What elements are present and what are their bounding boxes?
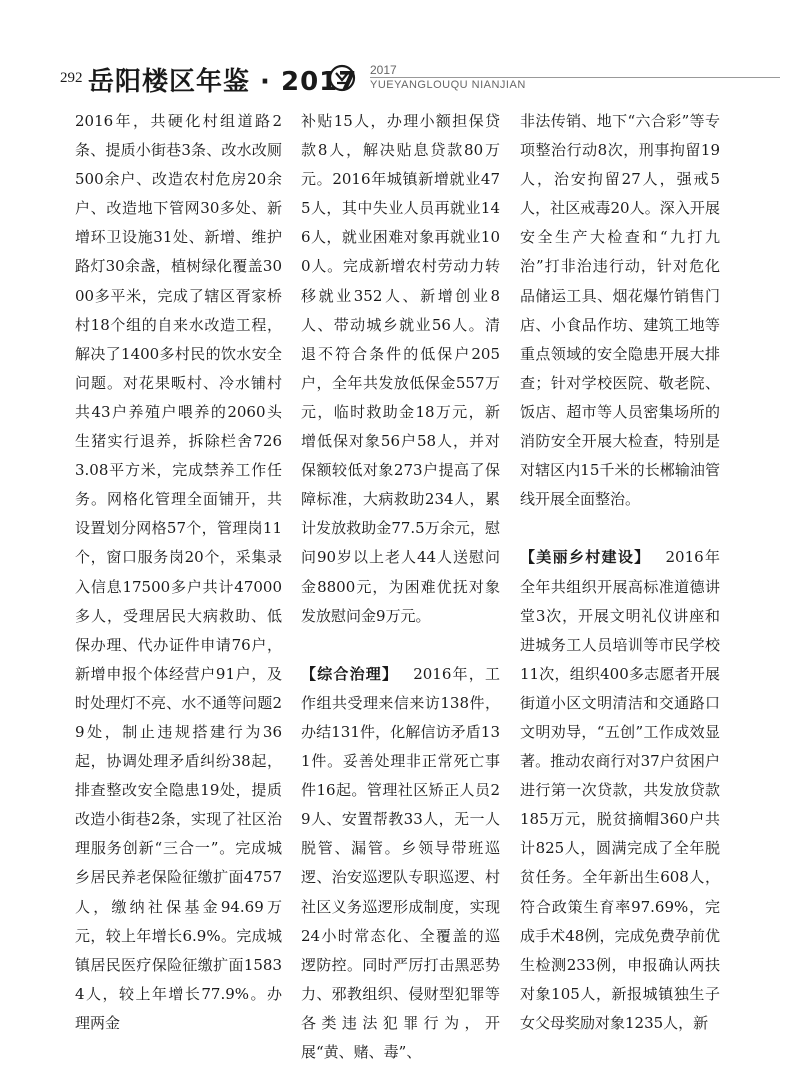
section-heading-beautiful-village: 【美丽乡村建设】 [520,548,651,567]
page-number: 292 [60,70,83,86]
header-pinyin: YUEYANGLOUQU NIANJIAN [370,79,526,91]
text-column-1 [75,107,282,1047]
text-column-2 [301,107,500,1061]
paragraph: 非法传销、地下“六合彩”等专项整治行动8次，刑事拘留19人，治安拘留27人，强戒5人，社区戒毒20人。深入开展安全生产大检查和“九打九治”打非治违行动，针对危化品储运工具、烟花爆竹销售门店、小食品作坊、建筑工地等重点领域的安全隐患开展大排查；针对学校医院、敬老院、饭店、超市等人员密集场所的消防安全开展大检查，特别是对辖区内15千米的长郴输油管线开展全面整治。 [520,112,720,509]
paragraph-text: 2016年，工作组共受理来信来访138件，办结131件，化解信访矛盾131件。妥善处理非正常死亡事件16起。管理社区矫正人员29人、安置帮教33人，无一人脱管、漏管。乡领导带班巡逻、治安巡逻队专职巡逻、村社区义务巡逻形成制度，实现24小时常态化、全覆盖的巡逻防控。同时严厉打击黑恶势力、邪教组织、侵财型犯罪等各类违法犯罪行为，开展“黄、赌、毒”、 [301,664,500,1061]
header-rule [370,77,780,78]
paragraph-text: 2016年全年共组织开展高标准道德讲堂3次，开展文明礼仪讲座和进城务工人员培训等市民学校11次，组织400多志愿者开展街道小区文明清洁和交通路口文明劝导，“五创”工作成效显著。推动农商行对37户贫困户进行第一次贷款，共发放贷款185万元，脱贫摘帽360户共计825人，圆满完成了全年脱贫任务。全年新出生608人，符合政策生育率97.69%，完成手术48例，完成免费孕前优生检测233例，申报确认两扶对象105人，新报城镇独生子女父母奖励对象1235人，新 [520,548,720,1032]
circle-arrow-icon [328,64,356,92]
page-header [60,58,780,102]
book-title: 岳阳楼区年鉴 · 2017 [88,67,358,97]
text-column-3 [520,107,720,1047]
section-heading-comprehensive-governance: 【综合治理】 [301,664,399,683]
paragraph [301,660,500,1067]
paragraph [520,543,720,1038]
header-year: 2017 [370,63,397,77]
paragraph: 2016年，共硬化村组道路2条、提质小街巷3条、改水改厕500余户、改造农村危房20余户、改造地下管网30多处、新增环卫设施31处、新增、维护路灯30余盏，植树绿化覆盖3000多平米，完成了辖区胥家桥村18个组的自来水改造工程，解决了1400多村民的饮水安全问题。对花果畈村、冷水铺村共43户养殖户喂养的2060头生猪实行退养，拆除栏舍7263.08平方米，完成禁养工作任务。网格化管理全面铺开，共设置划分网格57个，管理岗11个，窗口服务岗20个，采集录入信息17500多户共计47000多人，受理居民大病救助、低保办理、代办证件申请76户，新增申报个体经营户91户，及时处理灯不亮、水不通等问题29处，制止违规搭建行为36起，协调处理矛盾纠纷38起，排查整改安全隐患19处，提质改造小街巷2条，实现了社区治理服务创新“三合一”。完成城乡居民养老保险征缴扩面4757人，缴纳社保基金94.69万元，较上年增长6.9%。完成城镇居民医疗保险征缴扩面15834人，较上年增长77.9%。办理两金 [75,112,282,1032]
paragraph: 补贴15人，办理小额担保贷款8人，解决贴息贷款80万元。2016年城镇新增就业475人，其中失业人员再就业146人，就业困难对象再就业100人。完成新增农村劳动力转移就业352人、新增创业8人、带动城乡就业56人。清退不符合条件的低保户205户，全年共发放低保金557万元，临时救助金18万元，新增低保对象56户58人，并对保额较低对象273户提高了保障标准，大病救助234人，累计发放救助金77.5万余元，慰问90岁以上老人44人送慰问金8800元，为困难优抚对象发放慰问金9万元。 [301,112,500,625]
